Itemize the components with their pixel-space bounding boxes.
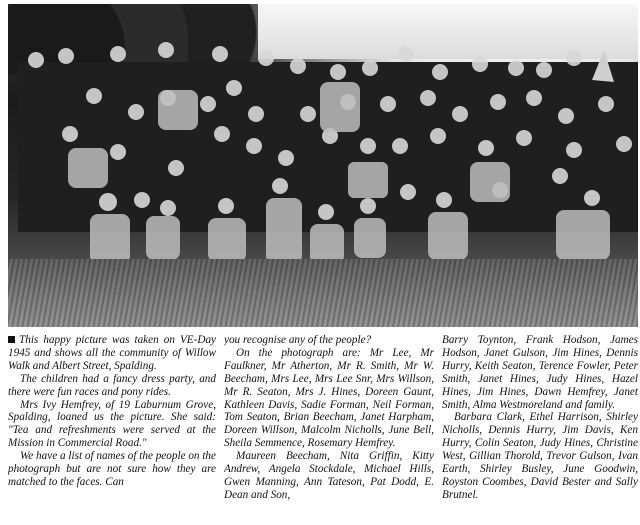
group-photograph (8, 4, 638, 327)
intro-text: This happy picture was taken on VE-Day 1945 and shows all the community of Willow Walk and Albert Street, Spalding. (8, 334, 216, 372)
caption-column-3 (442, 334, 638, 522)
names-list-3: Barry Toynton, Frank Hodson, James Hodson, Janet Gulson, Jim Hines, Dennis Hurry, Keith Seaton, Terence Fowler, Peter Smith, Janet Hines, Judy Hines, Hazel Hines, Jim Hines, Dawn Hemfrey, Janet Smith, Alma Westmoreland and family. (442, 334, 638, 411)
loan-paragraph: Mrs Ivy Hemfrey, of 19 Laburnum Grove, Spalding, loaned us the picture. She said: "Tea and refreshments were served at the Mission in Commercial Road." (8, 398, 216, 450)
caption-column-2 (224, 334, 434, 522)
question-paragraph: you recognise any of the people? (224, 334, 372, 346)
names-paragraph: We have a list of names of the people on the photograph but are not sure how they are matched to the faces. Can (8, 450, 216, 488)
intro-paragraph (8, 334, 216, 373)
crowd-silhouette-icon (8, 42, 638, 282)
article-caption (8, 334, 638, 522)
bullet-icon (8, 336, 15, 343)
party-paragraph: The children had a fancy dress party, and there were fun races and pony rides. (8, 372, 216, 398)
names-list-2: Maureen Beecham, Nita Griffin, Kitty Andrew, Angela Stockdale, Michael Hills, Gwen Manning, Ann Tateson, Pat Dodd, E. Dean and Son, (224, 450, 434, 501)
grass-foreground (8, 259, 638, 327)
caption-column-1 (8, 334, 216, 522)
names-list-4: Barbara Clark, Ethel Harrison, Shirley Nicholls, Dennis Hurry, Jim Davis, Ken Hurry, Colin Seaton, Judy Hines, Christine West, Gillian Thorold, Trevor Gulson, Ivan Earth, Shirley Busley, June Goodwin, Royston Coombes, David Bester and Sally Brutnel. (442, 411, 638, 501)
names-list-1: On the photograph are: Mr Lee, Mr Faulkner, Mr Atherton, Mr R. Smith, Mr W. Beecham, Mrs Lee, Mrs Lee Snr, Mrs Willson, Mr R. Seaton, Mrs J. Hines, Doreen Gaunt, Kathleen Davis, Sadie Forman, Neil Forman, Tom Seaton, Brian Beecham, Janet Harpham, Doreen Willson, Malcolm Nicholls, June Bell, Sheila Semmence, Rosemary Hemfrey. (224, 346, 434, 450)
